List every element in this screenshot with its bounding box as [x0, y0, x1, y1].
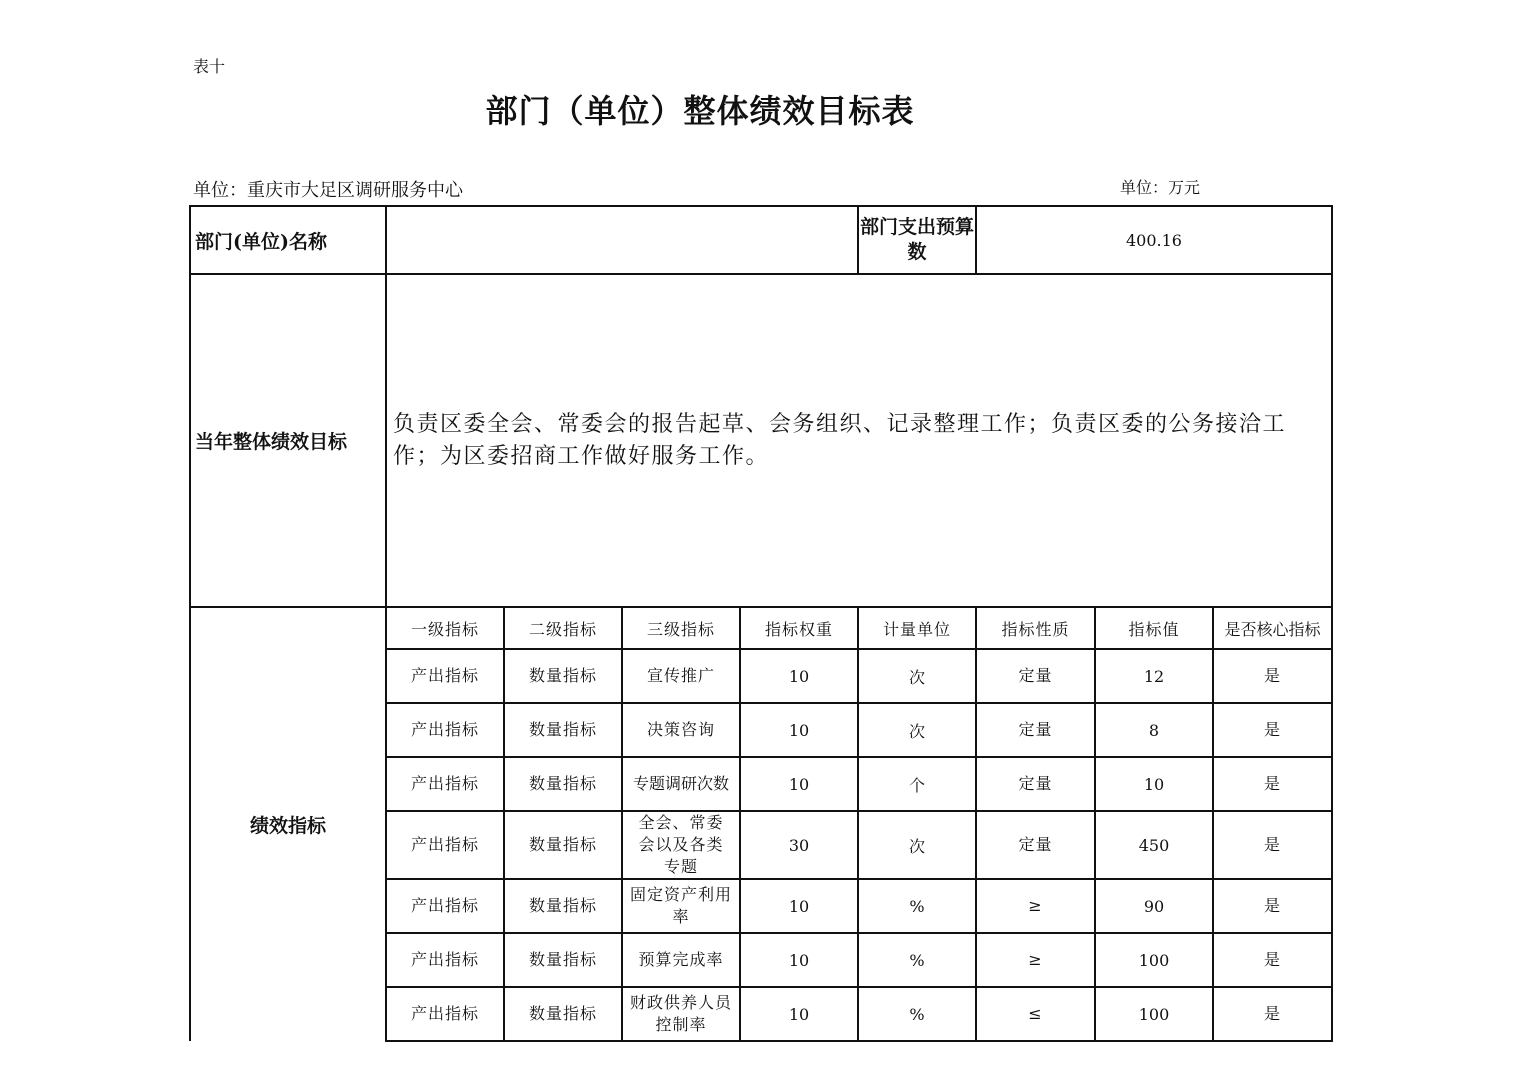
- column-header: 是否核心指标: [1213, 607, 1332, 649]
- unit-cell: 次: [858, 811, 976, 879]
- currency-unit: 单位：万元: [1120, 178, 1201, 197]
- column-header: 指标权重: [740, 607, 858, 649]
- nature-cell: 定量: [976, 757, 1095, 811]
- level3-cell: 宣传推广: [622, 649, 740, 703]
- unit-name: 单位：重庆市大足区调研服务中心: [193, 180, 463, 201]
- indicator-header-row: [190, 607, 1332, 649]
- dept-info-row: [190, 206, 1332, 274]
- level3-cell: 决策咨询: [622, 703, 740, 757]
- core-cell: 是: [1213, 933, 1332, 987]
- unit-cell: %: [858, 933, 976, 987]
- nature-cell: 定量: [976, 649, 1095, 703]
- level3-cell: 财政供养人员控制率: [622, 987, 740, 1041]
- level1-cell: 产出指标: [386, 933, 504, 987]
- weight-cell: 10: [740, 703, 858, 757]
- column-header: 指标性质: [976, 607, 1095, 649]
- level2-cell: 数量指标: [504, 649, 622, 703]
- level2-cell: 数量指标: [504, 987, 622, 1041]
- value-cell: 10: [1095, 757, 1213, 811]
- value-cell: 100: [1095, 933, 1213, 987]
- column-header: 计量单位: [858, 607, 976, 649]
- level1-cell: 产出指标: [386, 757, 504, 811]
- core-cell: 是: [1213, 987, 1332, 1041]
- level2-cell: 数量指标: [504, 757, 622, 811]
- column-header: 三级指标: [622, 607, 740, 649]
- weight-cell: 10: [740, 649, 858, 703]
- value-cell: 90: [1095, 879, 1213, 933]
- level1-cell: 产出指标: [386, 649, 504, 703]
- value-cell: 100: [1095, 987, 1213, 1041]
- level2-cell: 数量指标: [504, 811, 622, 879]
- column-header: 指标值: [1095, 607, 1213, 649]
- core-cell: 是: [1213, 703, 1332, 757]
- level1-cell: 产出指标: [386, 811, 504, 879]
- column-header: 二级指标: [504, 607, 622, 649]
- indicators-section-label: 绩效指标: [190, 607, 386, 1041]
- weight-cell: 10: [740, 757, 858, 811]
- unit-cell: %: [858, 879, 976, 933]
- goal-text: 负责区委全会、常委会的报告起草、会务组织、记录整理工作；负责区委的公务接洽工作；为区委招商工作做好服务工作。: [386, 274, 1332, 607]
- unit-cell: 个: [858, 757, 976, 811]
- nature-cell: 定量: [976, 703, 1095, 757]
- level3-cell: 全会、常委会以及各类专题: [622, 811, 740, 879]
- nature-cell: ≥: [976, 933, 1095, 987]
- table-number: 表十: [193, 57, 226, 76]
- level3-cell: 专题调研次数: [622, 757, 740, 811]
- weight-cell: 10: [740, 933, 858, 987]
- column-header: 一级指标: [386, 607, 504, 649]
- level3-cell: 固定资产利用率: [622, 879, 740, 933]
- budget-label: 部门支出预算数: [858, 206, 976, 274]
- unit-cell: 次: [858, 703, 976, 757]
- core-cell: 是: [1213, 757, 1332, 811]
- budget-value: 400.16: [976, 206, 1332, 274]
- nature-cell: 定量: [976, 811, 1095, 879]
- page-title: 部门（单位）整体绩效目标表: [485, 92, 915, 130]
- unit-cell: 次: [858, 649, 976, 703]
- unit-cell: %: [858, 987, 976, 1041]
- goal-row: [190, 274, 1332, 607]
- value-cell: 12: [1095, 649, 1213, 703]
- weight-cell: 10: [740, 879, 858, 933]
- nature-cell: ≥: [976, 879, 1095, 933]
- core-cell: 是: [1213, 879, 1332, 933]
- core-cell: 是: [1213, 649, 1332, 703]
- level2-cell: 数量指标: [504, 703, 622, 757]
- level2-cell: 数量指标: [504, 879, 622, 933]
- level1-cell: 产出指标: [386, 879, 504, 933]
- level1-cell: 产出指标: [386, 987, 504, 1041]
- value-cell: 450: [1095, 811, 1213, 879]
- dept-name-value: [386, 206, 858, 274]
- level2-cell: 数量指标: [504, 933, 622, 987]
- weight-cell: 10: [740, 987, 858, 1041]
- level1-cell: 产出指标: [386, 703, 504, 757]
- value-cell: 8: [1095, 703, 1213, 757]
- level3-cell: 预算完成率: [622, 933, 740, 987]
- dept-name-label: 部门(单位)名称: [190, 206, 386, 274]
- goal-label: 当年整体绩效目标: [190, 274, 386, 607]
- weight-cell: 30: [740, 811, 858, 879]
- performance-target-table: [189, 205, 1333, 1042]
- core-cell: 是: [1213, 811, 1332, 879]
- nature-cell: ≤: [976, 987, 1095, 1041]
